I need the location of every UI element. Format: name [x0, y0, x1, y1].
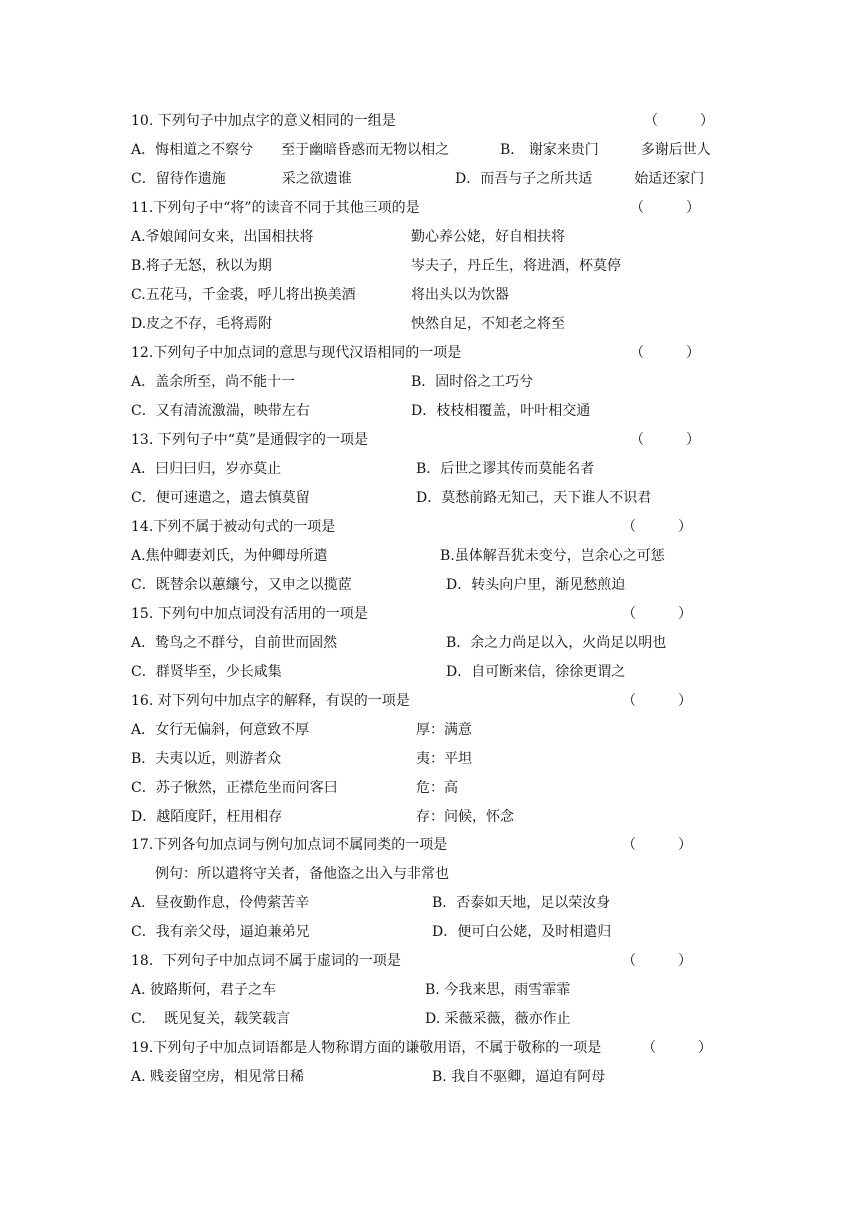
answer-paren: （ ） [642, 1040, 712, 1056]
option-line: C．既替余以蕙纕兮，又申之以揽茝 [131, 577, 352, 593]
option-line: B．夫夷以近，则游者众 [131, 751, 282, 767]
question-19-stem: 19.下列句子中加点词语都是人物称谓方面的谦敬用语，不属于敬称的一项是 [131, 1040, 602, 1056]
option-line: B．固时俗之工巧兮 [411, 374, 534, 390]
option-line: B. 我自不驱卿，逼迫有阿母 [432, 1069, 606, 1085]
question-12-stem: 12.下列句子中加点词的意思与现代汉语相同的一项是 [131, 345, 462, 361]
option-line: B．后世之谬其传而莫能名者 [416, 461, 595, 477]
option-gloss: 厚：满意 [416, 722, 472, 738]
option-gloss: 存：问候，怀念 [416, 809, 514, 825]
option-line: D.皮之不存，毛将焉附 [131, 316, 273, 332]
option-line: A．悔相道之不察兮 至于幽暗昏惑而无物以相之 [131, 142, 450, 158]
option-line: C．留待作遗施 采之欲遗谁 [131, 171, 352, 187]
option-line: C．苏子愀然，正襟危坐而问客曰 [131, 780, 338, 796]
option-line: C. 既见复关，载笑载言 [131, 1011, 291, 1027]
option-line: D．自可断来信，徐徐更谓之 [446, 664, 626, 680]
option-line: B．余之力尚足以入，火尚足以明也 [446, 635, 667, 651]
option-line: D．枝枝相覆盖，叶叶相交通 [411, 403, 591, 419]
option-line: B．否泰如天地，足以荣汝身 [432, 895, 611, 911]
question-13-stem: 13. 下列句子中“莫”是通假字的一项是 [131, 432, 369, 448]
option-line: A.焦仲卿妻刘氏，为仲卿母所遣 [131, 548, 328, 564]
option-line: A. 贱妾留空房，相见常日稀 [131, 1069, 305, 1085]
option-line: D．转头向户里，渐见愁煎迫 [446, 577, 626, 593]
option-line: B.将子无怒，秋以为期 [131, 258, 272, 274]
answer-paren: （ ） [644, 113, 714, 129]
answer-paren: （ ） [622, 519, 692, 535]
option-line: C．又有清流激湍，映带左右 [131, 403, 310, 419]
option-line: 将出头以为饮器 [411, 287, 509, 303]
option-line: C．便可速遣之，遣去慎莫留 [131, 490, 310, 506]
option-gloss: 夷：平坦 [416, 751, 472, 767]
option-line: C.五花马，千金裘，呼儿将出换美酒 [131, 287, 356, 303]
option-line: B. 今我来思，雨雪霏霏 [425, 982, 571, 998]
answer-paren: （ ） [622, 693, 692, 709]
option-line: D．而吾与子之所共适 始适还家门 [455, 171, 705, 187]
option-line: B． 谢家来贵门 多谢后世人 [500, 142, 711, 158]
option-line: A.爷娘闻问女来，出国相扶将 [131, 229, 314, 245]
option-line: A. 彼路斯何，君子之车 [131, 982, 277, 998]
answer-paren: （ ） [622, 953, 692, 969]
option-line: D．便可白公姥，及时相遣归 [432, 924, 612, 940]
answer-paren: （ ） [630, 200, 700, 216]
option-line: D．越陌度阡，枉用相存 [131, 809, 283, 825]
option-line: 勤心养公姥，好自相扶将 [411, 229, 565, 245]
option-line: 怏然自足，不知老之将至 [411, 316, 565, 332]
answer-paren: （ ） [622, 837, 692, 853]
question-16-stem: 16. 对下列句中加点字的解释，有误的一项是 [131, 693, 410, 709]
answer-paren: （ ） [630, 345, 700, 361]
option-line: B.虽体解吾犹未变兮，岂余心之可惩 [440, 548, 665, 564]
option-line: C．群贤毕至，少长咸集 [131, 664, 282, 680]
option-line: D．莫愁前路无知己，天下谁人不识君 [416, 490, 652, 506]
question-10-stem: 10. 下列句子中加点字的意义相同的一组是 [131, 113, 396, 129]
example-sentence: 例句：所以遣将守关者，备他盗之出入与非常也 [155, 866, 449, 882]
question-15-stem: 15. 下列句中加点词没有活用的一项是 [131, 606, 368, 622]
option-line: A．女行无偏斜，何意致不厚 [131, 722, 310, 738]
option-line: 岑夫子，丹丘生，将进酒，杯莫停 [411, 258, 621, 274]
question-11-stem: 11.下列句子中“将”的读音不同于其他三项的是 [131, 200, 420, 216]
question-14-stem: 14.下列不属于被动句式的一项是 [131, 519, 336, 535]
answer-paren: （ ） [630, 432, 700, 448]
question-17-stem: 17.下列各句加点词与例句加点词不属同类的一项是 [131, 837, 448, 853]
answer-paren: （ ） [622, 606, 692, 622]
option-line: A．昼夜勤作息，伶俜萦苦辛 [131, 895, 310, 911]
option-line: A．盖余所至，尚不能十一 [131, 374, 296, 390]
option-line: C．我有亲父母，逼迫兼弟兄 [131, 924, 310, 940]
option-line: A．曰归曰归，岁亦莫止 [131, 461, 282, 477]
option-line: D. 采薇采薇，薇亦作止 [425, 1011, 571, 1027]
question-18-stem: 18．下列句子中加点词不属于虚词的一项是 [131, 953, 401, 969]
option-line: A．鸷鸟之不群兮，自前世而固然 [131, 635, 338, 651]
option-gloss: 危：高 [416, 780, 458, 796]
